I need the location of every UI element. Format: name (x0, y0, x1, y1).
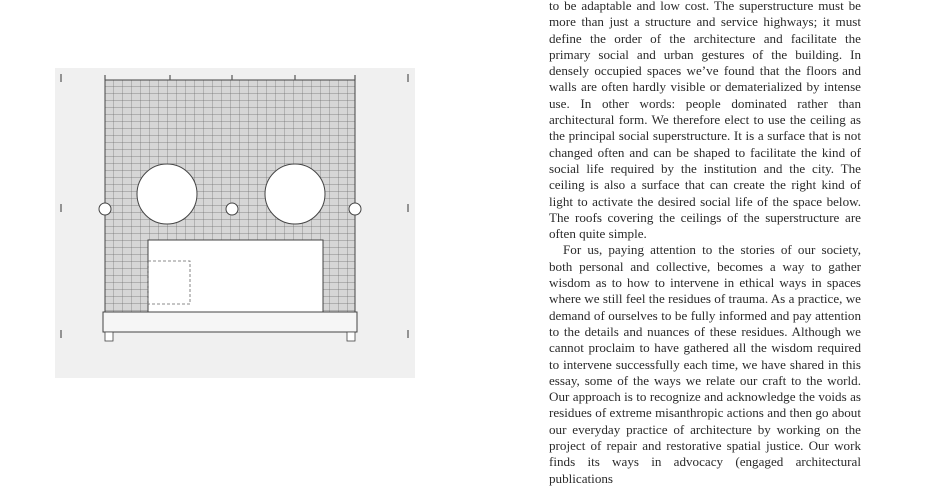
column-center (226, 203, 238, 215)
paragraph-1: to be adaptable and low cost. The superstructure must be more than just a structure and service highways; it must define the order of the architecture and facilitate the primary social and urban gestures of the building. In densely occupied spaces we’ve found that the floors and walls are often hardly visible or dematerialized by intense use. In other words: people dominated rather than architectural form. We therefore elect to use the ceiling as the principal social superstructure. It is a surface that is not changed often and can be shaped to facilitate the kind of social life required by the institution and the city. The ceiling is also a surface that can create the right kind of light to activate the desired social life of the space below. The roofs covering the ceilings of the superstructure are often quite simple. (549, 0, 861, 242)
open-hall (148, 240, 323, 312)
body-text-column (549, 0, 861, 487)
column-left (99, 203, 111, 215)
skylight-right (265, 164, 325, 224)
column-right (349, 203, 361, 215)
paragraph-2: For us, paying attention to the stories of our society, both personal and collective, becomes a way to gather wisdom as to how to intervene in ethical ways in spaces where we still feel the residues of trauma. As a practice, we demand of ourselves to be fully informed and pay attention to the details and nuances of these residues. Although we cannot proclaim to have gathered all the wisdom required to intervene successfully each time, we have shared in this essay, some of the ways we relate our craft to the world. Our approach is to recognize and acknowledge the voids as residues of extreme misanthropic actions and then go about our everyday practice of architecture by working on the project of repair and restorative spatial justice. Our work finds its ways in advocacy (engaged architectural publications (549, 242, 861, 486)
skylight-left (137, 164, 197, 224)
ceiling-plan-figure (55, 68, 415, 378)
base-platform (103, 312, 357, 332)
ceiling-plan-drawing (55, 68, 415, 378)
